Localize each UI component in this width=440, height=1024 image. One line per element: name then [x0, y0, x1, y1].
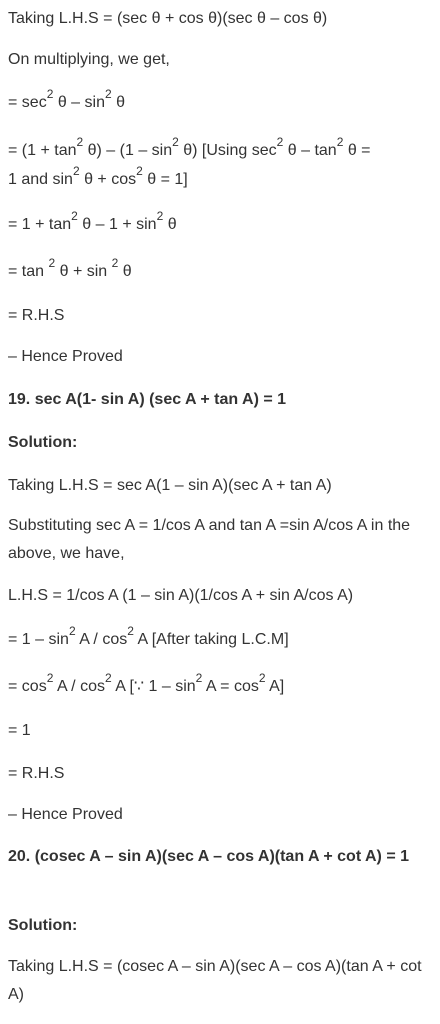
- question-heading: 20. (cosec A – sin A)(sec A – cos A)(tan A + cot A) = 1: [8, 848, 410, 865]
- question-heading: 19. sec A(1- sin A) (sec A + tan A) = 1: [8, 391, 287, 408]
- text-line: – Hence Proved: [8, 806, 123, 823]
- equation-line: L.H.S = 1/cos A (1 – sin A)(1/cos A + sin A/cos A): [8, 587, 354, 604]
- text-paragraph: Taking L.H.S = (cosec A – sin A)(sec A – cos A)(tan A + cot A): [8, 958, 422, 1003]
- text-line: – Hence Proved: [8, 348, 123, 365]
- equation-line: = $\sec^2 \theta - \sin^2 \theta$: [8, 86, 125, 111]
- text-paragraph: Substituting sec A = 1/cos A and tan A =sin A/cos A in the above, we have,: [8, 517, 411, 562]
- text-line: = R.H.S: [8, 765, 65, 782]
- solution-heading: Solution:: [8, 917, 78, 934]
- equation-line: = $1 - \sin^2 A / \cos^2 A$ [After taking L.C.M]: [8, 623, 289, 648]
- equation-line: = $1 + \tan^2 \theta - 1 + \sin^2 \theta$: [8, 208, 177, 233]
- equation-line: = $(1 + \tan^2 \theta) - (1 - \sin^2 \theta)$ [Using $\sec^2 \theta - \tan^2 \theta$ =: [8, 134, 371, 159]
- text-line: Taking L.H.S = sec A(1 – sin A)(sec A + tan A): [8, 477, 332, 494]
- equation-line: = $\cos^2 A / \cos^2 A$ [∵ $1 - \sin^2 A = \cos^2 A$]: [8, 670, 285, 695]
- text-line: Taking L.H.S = (sec θ + cos θ)(sec θ – cos θ): [8, 10, 328, 27]
- text-line: = R.H.S: [8, 307, 65, 324]
- solution-heading: Solution:: [8, 434, 78, 451]
- text-line: On multiplying, we get,: [8, 51, 170, 68]
- equation-line: = tan $^2$ θ + sin $^2$ θ: [8, 255, 132, 280]
- text-line: = 1: [8, 722, 31, 739]
- equation-line: 1 and $\sin^2 \theta + \cos^2 \theta = 1$]: [8, 163, 188, 188]
